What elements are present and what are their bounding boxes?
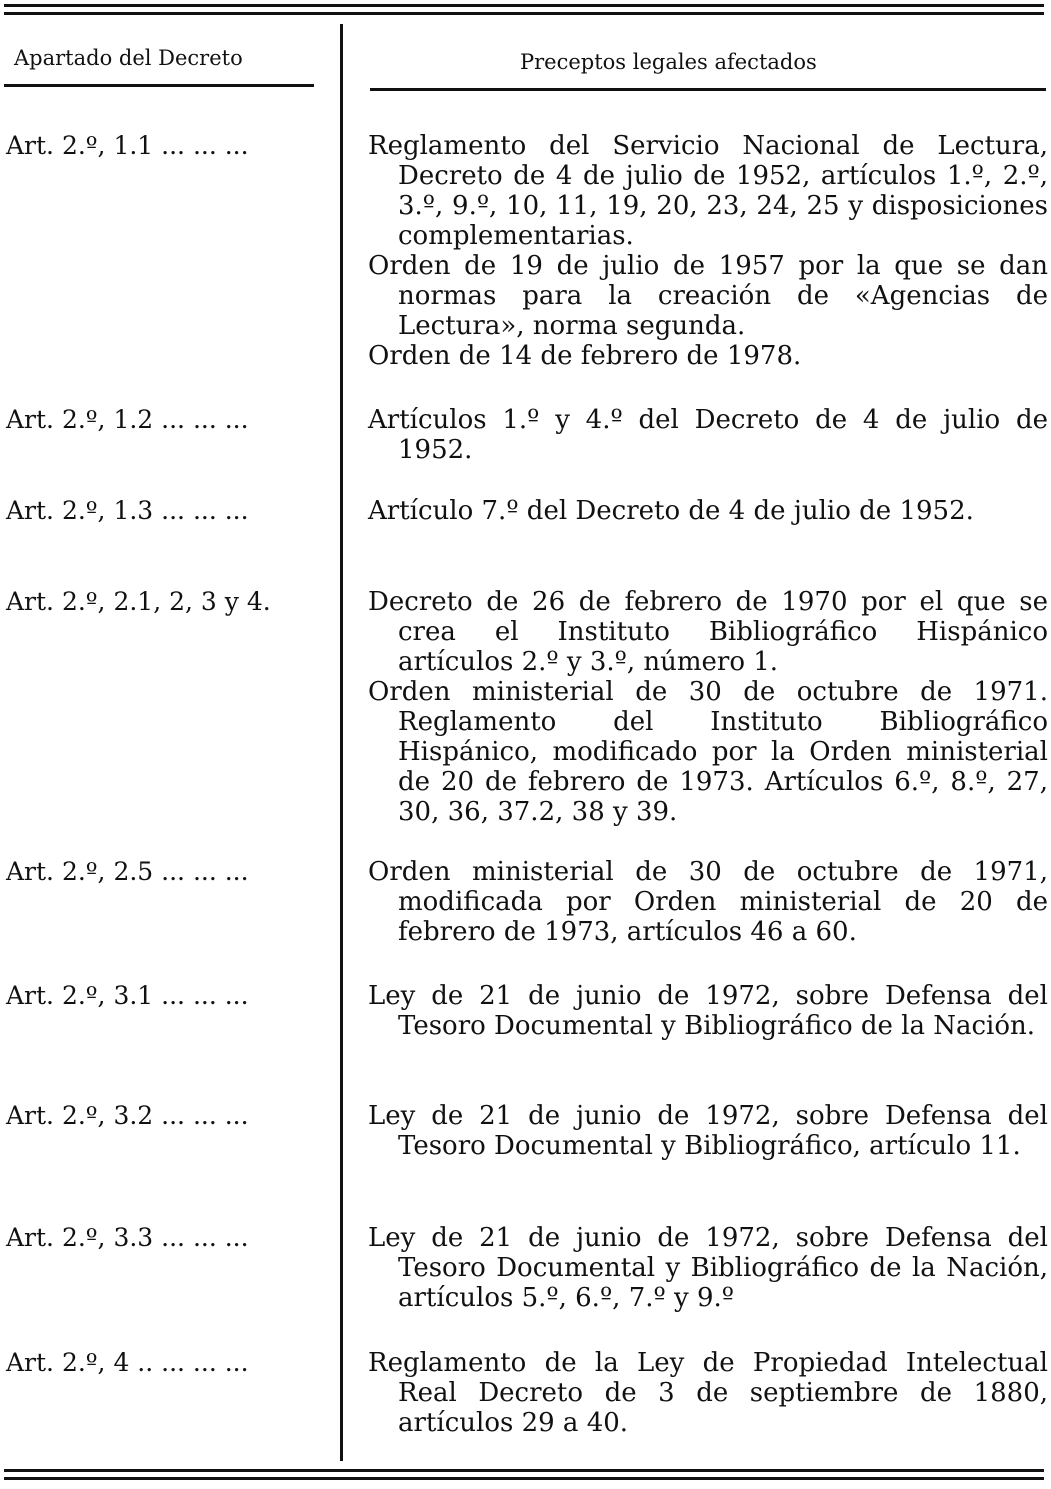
precepto-paragraph: Ley de 21 de junio de 1972, sobre Defensa del Tesoro Documental y Bibliográfico de la Nación. [368,981,1048,1041]
precepto-paragraph: Orden de 19 de julio de 1957 por la que se dan normas para la creación de «Agencias de Lectura», norma segunda. [368,251,1048,341]
precepto-paragraph: Reglamento de la Ley de Propiedad Intelectual Real Decreto de 3 de septiembre de 1880, artículos 29 a 40. [368,1348,1048,1438]
row-ref: Art. 2.º, 1.3 ... ... ... [6,496,249,525]
precepto-paragraph: Artículo 7.º del Decreto de 4 de julio de 1952. [368,496,974,526]
column-header-preceptos-underline [370,88,1046,91]
precepto-paragraph: Ley de 21 de junio de 1972, sobre Defensa del Tesoro Documental y Bibliográfico de la Nación, artículos 5.º, 6.º, 7.º y 9.º [368,1223,1048,1313]
row-preceptos [368,1101,1048,1161]
row-preceptos [368,405,1048,465]
precepto-paragraph: Orden ministerial de 30 de octubre de 1971, modificada por Orden ministerial de 20 de febrero de 1973, artículos 46 a 60. [368,857,1048,947]
row-ref: Art. 2.º, 2.5 ... ... ... [6,857,249,886]
precepto-paragraph: Ley de 21 de junio de 1972, sobre Defensa del Tesoro Documental y Bibliográfico, artículo 11. [368,1101,1048,1161]
row-preceptos [368,1348,1048,1438]
row-ref: Art. 2.º, 1.1 ... ... ... [6,131,249,160]
precepto-paragraph: Reglamento del Servicio Nacional de Lectura, Decreto de 4 de julio de 1952, artículos 1.º, 2.º, 3.º, 9.º, 10, 11, 19, 20, 23, 24, 25 y disposiciones complementarias. [368,131,1048,251]
row-ref: Art. 2.º, 3.1 ... ... ... [6,981,249,1010]
row-ref: Art. 2.º, 4 .. ... ... ... [6,1348,249,1377]
row-preceptos [368,981,1048,1041]
row-ref: Art. 2.º, 1.2 ... ... ... [6,405,249,434]
column-header-preceptos: Preceptos legales afectados [520,50,817,74]
top-rule-2 [4,12,1044,15]
row-preceptos [368,1223,1048,1313]
column-divider [340,24,343,1461]
row-ref: Art. 2.º, 2.1, 2, 3 y 4. [6,587,271,616]
bottom-rule-1 [4,1469,1044,1472]
row-preceptos [368,587,1048,827]
row-ref: Art. 2.º, 3.2 ... ... ... [6,1101,249,1130]
top-rule-1 [4,4,1044,7]
row-preceptos [368,857,1048,947]
precepto-paragraph: Artículos 1.º y 4.º del Decreto de 4 de julio de 1952. [368,405,1048,465]
row-ref: Art. 2.º, 3.3 ... ... ... [6,1223,249,1252]
row-preceptos [368,131,1048,371]
row-preceptos [368,496,1048,526]
column-header-apartado: Apartado del Decreto [14,46,243,70]
precepto-paragraph: Decreto de 26 de febrero de 1970 por el que se crea el Instituto Bibliográfico Hispánico artículos 2.º y 3.º, número 1. [368,587,1048,677]
precepto-paragraph: Orden de 14 de febrero de 1978. [368,341,802,371]
bottom-rule-2 [4,1477,1044,1480]
precepto-paragraph: Orden ministerial de 30 de octubre de 1971. Reglamento del Instituto Bibliográfico Hispánico, modificado por la Orden ministerial de 20 de febrero de 1973. Artículos 6.º, 8.º, 27, 30, 36, 37.2, 38 y 39. [368,677,1048,827]
column-header-apartado-underline [4,84,314,87]
